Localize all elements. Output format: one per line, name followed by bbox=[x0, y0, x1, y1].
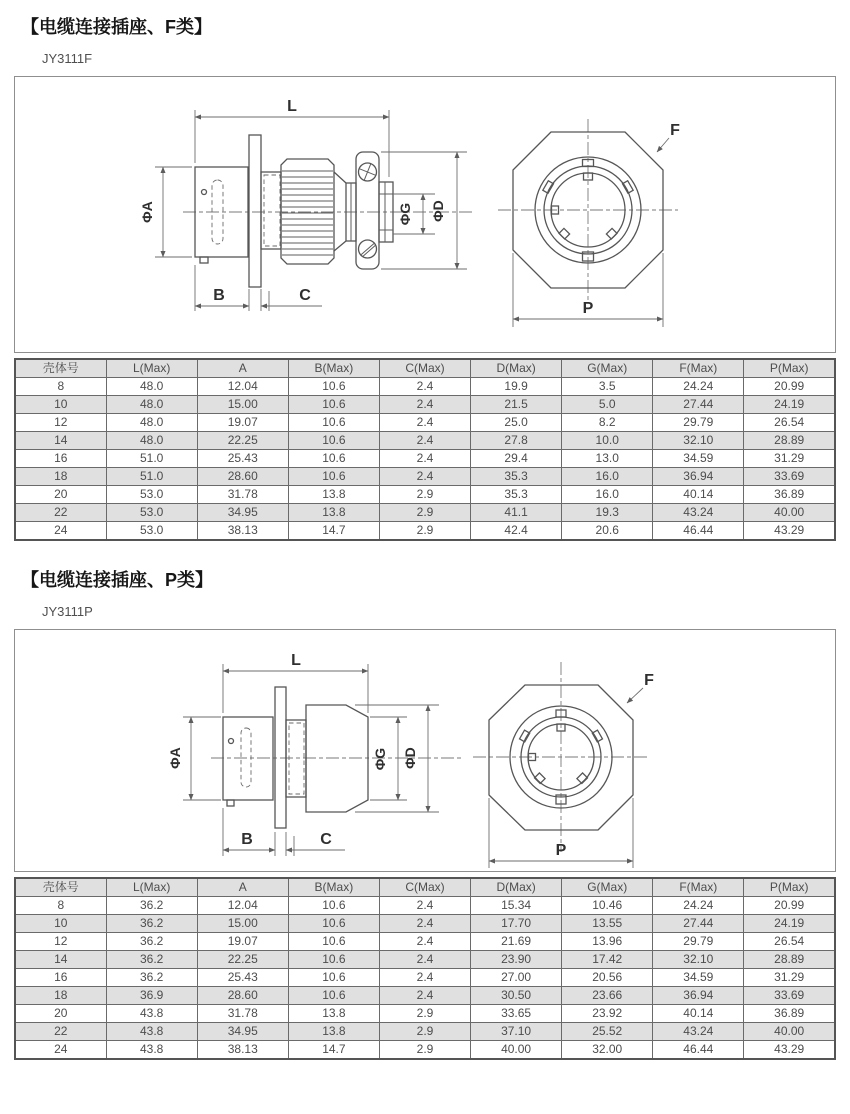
section-title-f: 【电缆连接插座、F类】 bbox=[21, 17, 212, 37]
table-cell: 36.2 bbox=[106, 969, 197, 987]
table-cell: 22.25 bbox=[197, 951, 288, 969]
column-header: A bbox=[197, 359, 288, 378]
table-cell: 46.44 bbox=[653, 1041, 744, 1060]
table-cell: 12 bbox=[15, 414, 106, 432]
table-cell: 28.89 bbox=[744, 432, 835, 450]
front-view-p-drawing bbox=[473, 662, 649, 852]
table-cell: 29.79 bbox=[653, 414, 744, 432]
table-cell: 13.8 bbox=[288, 1023, 379, 1041]
table-cell: 19.07 bbox=[197, 414, 288, 432]
table-cell: 27.8 bbox=[471, 432, 562, 450]
table-cell: 2.4 bbox=[379, 414, 470, 432]
table-cell: 21.5 bbox=[471, 396, 562, 414]
table-cell: 16.0 bbox=[562, 486, 653, 504]
table-cell: 28.89 bbox=[744, 951, 835, 969]
table-cell: 2.9 bbox=[379, 522, 470, 541]
table-row bbox=[15, 951, 835, 969]
table-cell: 13.55 bbox=[562, 915, 653, 933]
table-cell: 35.3 bbox=[471, 486, 562, 504]
table-cell: 2.9 bbox=[379, 1023, 470, 1041]
dim-label-p-p: P bbox=[555, 842, 567, 859]
table-cell: 25.43 bbox=[197, 969, 288, 987]
table-cell: 40.00 bbox=[744, 1023, 835, 1041]
column-header: 壳体号 bbox=[15, 359, 106, 378]
column-header: A bbox=[197, 878, 288, 897]
side-view-p-drawing bbox=[211, 687, 461, 828]
table-cell: 20 bbox=[15, 486, 106, 504]
table-cell: 10.6 bbox=[288, 414, 379, 432]
table-cell: 2.9 bbox=[379, 486, 470, 504]
table-cell: 13.0 bbox=[562, 450, 653, 468]
table-row bbox=[15, 897, 835, 915]
table-cell: 12.04 bbox=[197, 378, 288, 396]
dim-label-f-p: F bbox=[644, 672, 654, 689]
table-cell: 10 bbox=[15, 915, 106, 933]
table-cell: 36.2 bbox=[106, 951, 197, 969]
table-cell: 18 bbox=[15, 468, 106, 486]
table-cell: 15.34 bbox=[471, 897, 562, 915]
column-header: P(Max) bbox=[744, 359, 835, 378]
table-cell: 43.8 bbox=[106, 1023, 197, 1041]
table-cell: 10.6 bbox=[288, 915, 379, 933]
table-cell: 43.29 bbox=[744, 522, 835, 541]
table-cell: 2.4 bbox=[379, 933, 470, 951]
table-cell: 31.78 bbox=[197, 486, 288, 504]
table-cell: 17.42 bbox=[562, 951, 653, 969]
table-row bbox=[15, 396, 835, 414]
table-cell: 22 bbox=[15, 504, 106, 522]
dim-label-p-f: P bbox=[582, 300, 594, 317]
table-cell: 42.4 bbox=[471, 522, 562, 541]
column-header: C(Max) bbox=[379, 359, 470, 378]
table-row bbox=[15, 933, 835, 951]
model-number-p: JY3111P bbox=[42, 604, 93, 619]
technical-drawing-f bbox=[15, 77, 835, 352]
table-cell: 10.0 bbox=[562, 432, 653, 450]
table-row bbox=[15, 1023, 835, 1041]
table-cell: 2.4 bbox=[379, 396, 470, 414]
table-cell: 53.0 bbox=[106, 504, 197, 522]
dim-label-length-f: L bbox=[287, 98, 297, 115]
column-header: D(Max) bbox=[471, 878, 562, 897]
table-cell: 34.95 bbox=[197, 504, 288, 522]
table-cell: 22 bbox=[15, 1023, 106, 1041]
dim-label-phi-a-p: ΦA bbox=[167, 747, 183, 769]
table-row bbox=[15, 414, 835, 432]
table-cell: 19.3 bbox=[562, 504, 653, 522]
table-cell: 26.54 bbox=[744, 414, 835, 432]
table-cell: 15.00 bbox=[197, 915, 288, 933]
table-cell: 25.0 bbox=[471, 414, 562, 432]
table-cell: 24 bbox=[15, 522, 106, 541]
table-cell: 48.0 bbox=[106, 414, 197, 432]
table-cell: 24.24 bbox=[653, 897, 744, 915]
table-row bbox=[15, 486, 835, 504]
table-cell: 24 bbox=[15, 1041, 106, 1060]
table-cell: 2.4 bbox=[379, 969, 470, 987]
table-cell: 30.50 bbox=[471, 987, 562, 1005]
front-view-f-dimensions bbox=[513, 122, 680, 327]
table-cell: 38.13 bbox=[197, 522, 288, 541]
table-cell: 20.99 bbox=[744, 378, 835, 396]
section-f bbox=[0, 0, 850, 541]
table-cell: 10 bbox=[15, 396, 106, 414]
table-cell: 14.7 bbox=[288, 1041, 379, 1060]
table-cell: 20 bbox=[15, 1005, 106, 1023]
drawing-box-p bbox=[14, 629, 836, 872]
table-cell: 10.6 bbox=[288, 432, 379, 450]
table-cell: 16 bbox=[15, 450, 106, 468]
table-cell: 51.0 bbox=[106, 468, 197, 486]
dim-label-b-p: B bbox=[241, 831, 253, 848]
dim-label-f-f: F bbox=[670, 122, 680, 139]
dim-label-phi-a-f: ΦA bbox=[139, 201, 155, 223]
table-cell: 31.78 bbox=[197, 1005, 288, 1023]
table-cell: 40.14 bbox=[653, 486, 744, 504]
table-cell: 43.29 bbox=[744, 1041, 835, 1060]
table-cell: 33.69 bbox=[744, 987, 835, 1005]
table-cell: 8.2 bbox=[562, 414, 653, 432]
table-cell: 10.46 bbox=[562, 897, 653, 915]
table-cell: 43.8 bbox=[106, 1005, 197, 1023]
table-cell: 40.00 bbox=[744, 504, 835, 522]
table-cell: 29.4 bbox=[471, 450, 562, 468]
table-cell: 20.6 bbox=[562, 522, 653, 541]
table-cell: 24.19 bbox=[744, 915, 835, 933]
table-cell: 29.79 bbox=[653, 933, 744, 951]
table-row bbox=[15, 378, 835, 396]
table-cell: 2.4 bbox=[379, 468, 470, 486]
table-cell: 34.59 bbox=[653, 969, 744, 987]
table-cell: 48.0 bbox=[106, 396, 197, 414]
table-cell: 32.00 bbox=[562, 1041, 653, 1060]
spec-table-p bbox=[14, 877, 836, 1060]
front-view-f-drawing bbox=[498, 119, 678, 301]
table-cell: 13.8 bbox=[288, 486, 379, 504]
table-cell: 10.6 bbox=[288, 897, 379, 915]
table-header-row bbox=[15, 359, 835, 378]
table-cell: 2.4 bbox=[379, 432, 470, 450]
table-cell: 24.24 bbox=[653, 378, 744, 396]
table-cell: 2.4 bbox=[379, 897, 470, 915]
table-cell: 34.95 bbox=[197, 1023, 288, 1041]
table-row bbox=[15, 522, 835, 541]
table-row bbox=[15, 504, 835, 522]
table-cell: 27.44 bbox=[653, 915, 744, 933]
dim-label-phi-d-f: ΦD bbox=[430, 200, 446, 222]
table-cell: 10.6 bbox=[288, 969, 379, 987]
table-cell: 25.52 bbox=[562, 1023, 653, 1041]
table-cell: 14 bbox=[15, 951, 106, 969]
table-cell: 43.8 bbox=[106, 1041, 197, 1060]
table-cell: 36.89 bbox=[744, 486, 835, 504]
dim-label-b-f: B bbox=[213, 287, 225, 304]
dim-label-length-p: L bbox=[291, 652, 301, 669]
column-header: 壳体号 bbox=[15, 878, 106, 897]
table-row bbox=[15, 468, 835, 486]
table-cell: 10.6 bbox=[288, 378, 379, 396]
column-header: C(Max) bbox=[379, 878, 470, 897]
front-view-p-dimensions bbox=[489, 672, 654, 868]
table-cell: 40.00 bbox=[471, 1041, 562, 1060]
column-header: L(Max) bbox=[106, 878, 197, 897]
table-cell: 40.14 bbox=[653, 1005, 744, 1023]
table-cell: 48.0 bbox=[106, 432, 197, 450]
column-header: D(Max) bbox=[471, 359, 562, 378]
table-cell: 2.9 bbox=[379, 1041, 470, 1060]
section-p bbox=[0, 541, 850, 1060]
table-cell: 41.1 bbox=[471, 504, 562, 522]
table-cell: 43.24 bbox=[653, 1023, 744, 1041]
table-cell: 16.0 bbox=[562, 468, 653, 486]
table-cell: 27.00 bbox=[471, 969, 562, 987]
table-cell: 33.69 bbox=[744, 468, 835, 486]
table-cell: 36.94 bbox=[653, 468, 744, 486]
table-cell: 3.5 bbox=[562, 378, 653, 396]
table-cell: 43.24 bbox=[653, 504, 744, 522]
dim-label-phi-d-p: ΦD bbox=[402, 747, 418, 769]
table-cell: 20.56 bbox=[562, 969, 653, 987]
column-header: L(Max) bbox=[106, 359, 197, 378]
table-cell: 13.8 bbox=[288, 504, 379, 522]
table-cell: 2.4 bbox=[379, 987, 470, 1005]
table-row bbox=[15, 1005, 835, 1023]
table-cell: 14.7 bbox=[288, 522, 379, 541]
table-cell: 16 bbox=[15, 969, 106, 987]
table-cell: 8 bbox=[15, 378, 106, 396]
column-header: F(Max) bbox=[653, 359, 744, 378]
table-cell: 46.44 bbox=[653, 522, 744, 541]
table-cell: 2.4 bbox=[379, 915, 470, 933]
table-cell: 31.29 bbox=[744, 450, 835, 468]
table-cell: 53.0 bbox=[106, 486, 197, 504]
table-row bbox=[15, 915, 835, 933]
dim-label-phi-g-f: ΦG bbox=[397, 202, 413, 226]
table-cell: 19.9 bbox=[471, 378, 562, 396]
table-cell: 10.6 bbox=[288, 933, 379, 951]
table-row bbox=[15, 969, 835, 987]
technical-drawing-p bbox=[15, 630, 835, 871]
dim-label-c-f: C bbox=[299, 287, 311, 304]
column-header: P(Max) bbox=[744, 878, 835, 897]
column-header: B(Max) bbox=[288, 878, 379, 897]
table-cell: 10.6 bbox=[288, 450, 379, 468]
table-cell: 10.6 bbox=[288, 468, 379, 486]
table-cell: 53.0 bbox=[106, 522, 197, 541]
table-cell: 36.94 bbox=[653, 987, 744, 1005]
table-cell: 32.10 bbox=[653, 951, 744, 969]
table-cell: 37.10 bbox=[471, 1023, 562, 1041]
table-cell: 36.2 bbox=[106, 897, 197, 915]
table-cell: 28.60 bbox=[197, 468, 288, 486]
table-cell: 48.0 bbox=[106, 378, 197, 396]
table-cell: 23.92 bbox=[562, 1005, 653, 1023]
table-cell: 25.43 bbox=[197, 450, 288, 468]
table-cell: 18 bbox=[15, 987, 106, 1005]
table-cell: 10.6 bbox=[288, 396, 379, 414]
table-cell: 10.6 bbox=[288, 987, 379, 1005]
table-cell: 22.25 bbox=[197, 432, 288, 450]
column-header: F(Max) bbox=[653, 878, 744, 897]
table-cell: 14 bbox=[15, 432, 106, 450]
table-cell: 31.29 bbox=[744, 969, 835, 987]
table-cell: 36.2 bbox=[106, 915, 197, 933]
section-title-p: 【电缆连接插座、P类】 bbox=[21, 570, 214, 590]
table-cell: 32.10 bbox=[653, 432, 744, 450]
dim-label-c-p: C bbox=[320, 831, 332, 848]
table-cell: 13.8 bbox=[288, 1005, 379, 1023]
table-row bbox=[15, 1041, 835, 1060]
table-cell: 8 bbox=[15, 897, 106, 915]
table-cell: 2.4 bbox=[379, 378, 470, 396]
table-cell: 20.99 bbox=[744, 897, 835, 915]
table-cell: 2.4 bbox=[379, 450, 470, 468]
column-header: B(Max) bbox=[288, 359, 379, 378]
table-cell: 34.59 bbox=[653, 450, 744, 468]
table-cell: 51.0 bbox=[106, 450, 197, 468]
table-cell: 23.90 bbox=[471, 951, 562, 969]
table-cell: 24.19 bbox=[744, 396, 835, 414]
table-cell: 10.6 bbox=[288, 951, 379, 969]
table-cell: 12.04 bbox=[197, 897, 288, 915]
table-cell: 5.0 bbox=[562, 396, 653, 414]
table-cell: 38.13 bbox=[197, 1041, 288, 1060]
table-cell: 27.44 bbox=[653, 396, 744, 414]
table-cell: 13.96 bbox=[562, 933, 653, 951]
table-cell: 19.07 bbox=[197, 933, 288, 951]
table-cell: 23.66 bbox=[562, 987, 653, 1005]
table-cell: 35.3 bbox=[471, 468, 562, 486]
table-cell: 36.9 bbox=[106, 987, 197, 1005]
table-row bbox=[15, 450, 835, 468]
model-number-f: JY3111F bbox=[42, 51, 93, 66]
side-view-f-dimensions bbox=[139, 98, 467, 311]
table-cell: 26.54 bbox=[744, 933, 835, 951]
table-cell: 36.2 bbox=[106, 933, 197, 951]
column-header: G(Max) bbox=[562, 359, 653, 378]
table-cell: 2.4 bbox=[379, 951, 470, 969]
table-cell: 2.9 bbox=[379, 1005, 470, 1023]
table-cell: 36.89 bbox=[744, 1005, 835, 1023]
side-view-p-dimensions bbox=[167, 652, 439, 856]
table-header-row bbox=[15, 878, 835, 897]
column-header: G(Max) bbox=[562, 878, 653, 897]
dim-label-phi-g-p: ΦG bbox=[372, 747, 388, 771]
table-cell: 33.65 bbox=[471, 1005, 562, 1023]
table-cell: 2.9 bbox=[379, 504, 470, 522]
table-cell: 12 bbox=[15, 933, 106, 951]
table-cell: 28.60 bbox=[197, 987, 288, 1005]
table-cell: 15.00 bbox=[197, 396, 288, 414]
table-row bbox=[15, 987, 835, 1005]
spec-table-f bbox=[14, 358, 836, 541]
drawing-box-f bbox=[14, 76, 836, 353]
table-cell: 21.69 bbox=[471, 933, 562, 951]
table-row bbox=[15, 432, 835, 450]
table-cell: 17.70 bbox=[471, 915, 562, 933]
